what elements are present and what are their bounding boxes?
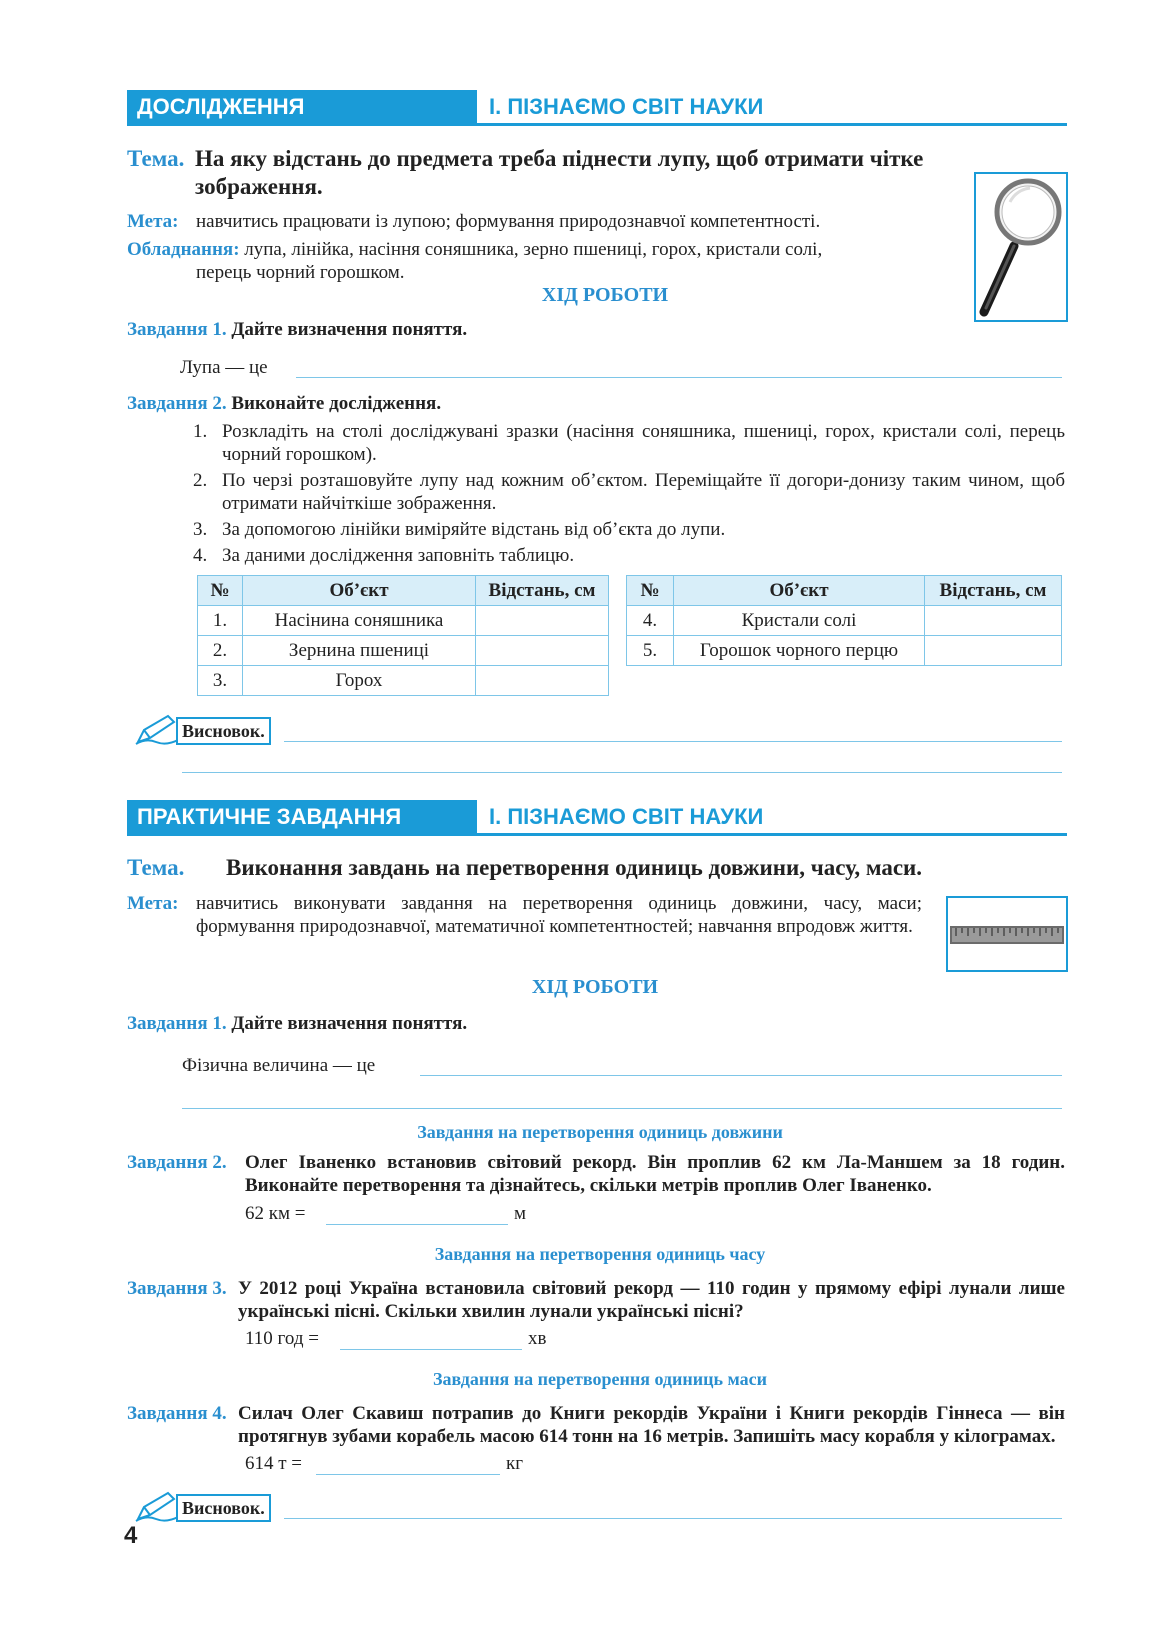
task2-label: Завдання 2. — [127, 1152, 227, 1173]
steps-list — [193, 420, 1065, 570]
task4-label-row — [127, 1402, 227, 1425]
topic-text-line2: зображення. — [195, 174, 323, 199]
table-row: 1. Насінина соняшника — [198, 606, 609, 636]
distance-cell[interactable] — [925, 636, 1062, 666]
header-rule — [127, 833, 1067, 836]
table-row: 4. Кристали солі — [627, 606, 1062, 636]
goal-row — [127, 892, 179, 915]
table-row: 2. Зернина пшениці — [198, 636, 609, 666]
task2-row — [127, 392, 441, 415]
goal-label: Мета: — [127, 893, 179, 914]
answer-line-kilograms[interactable] — [316, 1474, 500, 1475]
page-number: 4 — [124, 1522, 138, 1549]
chapter-title: І. ПІЗНАЄМО СВІТ НАУКИ — [489, 94, 764, 119]
task2-label-row — [127, 1151, 227, 1174]
table-row: 5. Горошок чорного перцю — [627, 636, 1062, 666]
topic-label: Тема. — [127, 855, 185, 880]
task1-text: Дайте визначення поняття. — [231, 1013, 468, 1034]
equipment-text-line2: перець чорний горошком. — [196, 262, 405, 283]
task1-row — [127, 1012, 467, 1035]
task2-unit: м — [514, 1203, 527, 1224]
subheading-time: Завдання на перетворення одиниць часу — [434, 1244, 766, 1264]
task4-unit: кг — [506, 1453, 524, 1474]
equipment-label: Обладнання: — [127, 239, 240, 260]
chapter-title: І. ПІЗНАЄМО СВІТ НАУКИ — [489, 804, 764, 829]
section-header-research — [127, 90, 1067, 126]
list-item: 2. По черзі розташовуйте лупу над кожним об’єктом. Переміщайте її догори-донизу таким чином, щоб отримати найчіткіше зображення. — [193, 470, 1065, 514]
col-distance: Відстань, см — [925, 576, 1062, 606]
procedure-heading: ХІД РОБОТИ — [541, 284, 669, 306]
col-object: Об’єкт — [243, 576, 476, 606]
col-object: Об’єкт — [674, 576, 925, 606]
task3-expression: 110 год = — [245, 1328, 319, 1349]
goal-row — [127, 210, 179, 233]
task3-label: Завдання 3. — [127, 1278, 227, 1299]
topic-text: На яку відстань до предмета треба піднести лупу, щоб отримати чітке — [195, 146, 924, 171]
definition-line[interactable] — [182, 1108, 1062, 1109]
results-table-right — [626, 575, 1062, 666]
subheading-length: Завдання на перетворення одиниць довжини — [417, 1122, 783, 1142]
task1-label: Завдання 1. — [127, 319, 227, 340]
magnifier-image — [974, 172, 1068, 322]
header-rule — [127, 123, 1067, 126]
task3-label-row — [127, 1277, 227, 1300]
list-item: 3. За допомогою лінійки виміряйте відстань від об’єкта до лупи. — [193, 519, 726, 540]
goal-label: Мета: — [127, 211, 179, 232]
task3-text: У 2012 році Україна встановила світовий рекорд — 110 годин у прямому ефірі лунали лише українські пісні. Скільки хвилин лунали українські пісні? — [238, 1278, 1065, 1322]
magnifier-icon — [976, 174, 1066, 320]
procedure-heading: ХІД РОБОТИ — [531, 976, 659, 998]
distance-cell[interactable] — [476, 666, 609, 696]
col-num: № — [198, 576, 243, 606]
topic-label: Тема. — [127, 146, 185, 171]
section-header-practical — [127, 800, 1067, 836]
topic-text: Виконання завдань на перетворення одиниць довжини, часу, маси. — [226, 855, 923, 880]
task2-expression: 62 км = — [245, 1203, 306, 1224]
table-row: 3. Горох — [198, 666, 609, 696]
task2-text: Виконайте дослідження. — [231, 393, 442, 414]
distance-cell[interactable] — [476, 636, 609, 666]
conclusion-label: Висновок. — [176, 717, 271, 745]
task1-row — [127, 318, 467, 341]
ruler-icon — [948, 898, 1066, 970]
goal-text: навчитись працювати із лупою; формування природознавчої компетентності. — [196, 211, 821, 232]
section-label: ДОСЛІДЖЕННЯ — [127, 90, 477, 123]
goal-text: навчитись виконувати завдання на перетворення одиниць довжини, часу, маси; формування природознавчої, математичної компетентностей; навчання впродовж життя. — [196, 893, 922, 937]
section-label: ПРАКТИЧНЕ ЗАВДАННЯ — [127, 800, 477, 833]
pencil-icon — [134, 1489, 180, 1528]
pencil-icon — [134, 712, 180, 751]
col-distance: Відстань, см — [476, 576, 609, 606]
definition-line[interactable] — [420, 1075, 1062, 1076]
equipment-row — [127, 238, 822, 261]
answer-line-meters[interactable] — [326, 1224, 508, 1225]
conclusion-label: Висновок. — [176, 1494, 271, 1522]
results-table-left — [197, 575, 609, 696]
task4-text: Силач Олег Скавиш потрапив до Книги рекордів України і Книги рекордів Гіннеса — він протягнув зубами корабель масою 614 тонн на 16 метрів. Запишіть масу корабля у кілограмах. — [238, 1403, 1065, 1447]
answer-line-minutes[interactable] — [340, 1349, 522, 1350]
task3-unit: хв — [528, 1328, 547, 1349]
conclusion-line[interactable] — [284, 1518, 1062, 1519]
task2-label: Завдання 2. — [127, 393, 227, 414]
loupe-prompt: Лупа — це — [180, 357, 268, 378]
distance-cell[interactable] — [925, 606, 1062, 636]
task4-label: Завдання 4. — [127, 1403, 227, 1424]
task2-text: Олег Іваненко встановив світовий рекорд. Він проплив 62 км Ла-Маншем за 18 годин. Виконайте перетворення та дізнайтесь, скільки метрів проплив Олег Іваненко. — [245, 1152, 1065, 1196]
list-item: 4. За даними дослідження заповніть таблицю. — [193, 545, 575, 566]
loupe-definition-line[interactable] — [296, 377, 1062, 378]
conclusion-line[interactable] — [182, 772, 1062, 773]
task1-label: Завдання 1. — [127, 1013, 227, 1034]
physical-quantity-prompt: Фізична величина — це — [182, 1055, 376, 1076]
ruler-image — [946, 896, 1068, 972]
subheading-mass: Завдання на перетворення одиниць маси — [432, 1369, 768, 1389]
equipment-text: лупа, лінійка, насіння соняшника, зерно пшениці, горох, кристали солі, — [244, 239, 823, 260]
task1-text: Дайте визначення поняття. — [231, 319, 468, 340]
list-item: 1. Розкладіть на столі досліджувані зразки (насіння соняшника, пшениці, горох, кристали солі, перець чорний горошком). — [193, 421, 1065, 465]
task4-expression: 614 т = — [245, 1453, 303, 1474]
conclusion-line[interactable] — [284, 741, 1062, 742]
col-num: № — [627, 576, 674, 606]
distance-cell[interactable] — [476, 606, 609, 636]
